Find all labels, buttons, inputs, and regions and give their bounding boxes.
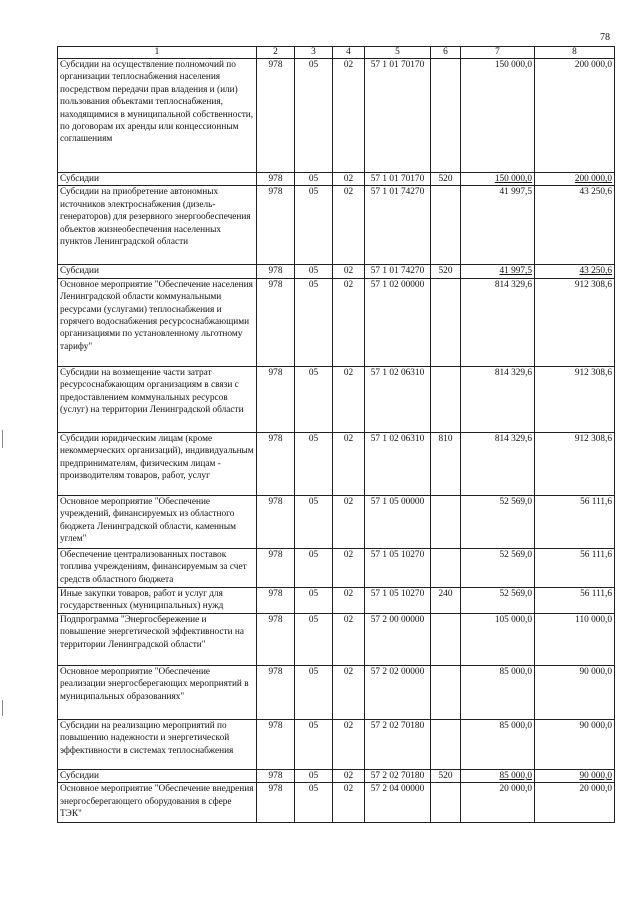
section-code-cell: 05	[295, 587, 333, 613]
target-article-cell: 57 1 05 00000	[365, 495, 431, 548]
amount-cell-year2: 90 000,0	[535, 665, 615, 719]
amount-cell-year1: 85 000,0	[461, 769, 535, 782]
ministry-code-cell: 978	[257, 613, 295, 665]
table-row	[58, 432, 615, 495]
expense-type-cell: 520	[431, 769, 461, 782]
expense-type-cell: 810	[431, 432, 461, 495]
row-name-cell: Субсидии	[58, 173, 257, 186]
row-name-cell: Субсидии на приобретение автономных источников электроснабжения (дизель-генераторов) для резервного энергообеспечения объектов жизнеобеспечения населенных пунктов Ленинградской области	[58, 186, 257, 265]
amount-cell-year2: 200 000,0	[535, 59, 615, 173]
row-name-cell: Субсидии	[58, 265, 257, 278]
amount-cell-year1: 52 569,0	[461, 587, 535, 613]
page-number: 78	[600, 32, 610, 43]
ministry-code-cell: 978	[257, 548, 295, 587]
column-header: 8	[535, 47, 615, 59]
row-name-cell: Основное мероприятие "Обеспечение внедрения энергосберегающего оборудования в сфере ТЭК"	[58, 783, 257, 823]
subsection-code-cell: 02	[333, 665, 365, 719]
table-header-row	[58, 47, 615, 59]
section-code-cell: 05	[295, 769, 333, 782]
subsection-code-cell: 02	[333, 613, 365, 665]
subsection-code-cell: 02	[333, 587, 365, 613]
amount-cell-year2: 20 000,0	[535, 783, 615, 823]
target-article-cell: 57 2 02 70180	[365, 719, 431, 769]
subsection-code-cell: 02	[333, 769, 365, 782]
ministry-code-cell: 978	[257, 59, 295, 173]
column-header: 6	[431, 47, 461, 59]
subsection-code-cell: 02	[333, 278, 365, 366]
column-header: 4	[333, 47, 365, 59]
column-header: 1	[58, 47, 257, 59]
amount-cell-year1: 150 000,0	[461, 173, 535, 186]
amount-cell-year2: 912 308,6	[535, 432, 615, 495]
table-row	[58, 366, 615, 432]
amount-cell-year2: 56 111,6	[535, 548, 615, 587]
subsection-code-cell: 02	[333, 495, 365, 548]
table-row	[58, 665, 615, 719]
table-row	[58, 186, 615, 265]
expense-type-cell	[431, 186, 461, 265]
amount-cell-year1: 814 329,6	[461, 366, 535, 432]
table-row	[58, 495, 615, 548]
row-name-cell: Основное мероприятие "Обеспечение реализации энергосберегающих мероприятий в муниципальных образованиях"	[58, 665, 257, 719]
subsection-code-cell: 02	[333, 432, 365, 495]
section-code-cell: 05	[295, 278, 333, 366]
section-code-cell: 05	[295, 783, 333, 823]
ministry-code-cell: 978	[257, 769, 295, 782]
ministry-code-cell: 978	[257, 278, 295, 366]
table-row	[58, 769, 615, 782]
amount-cell-year1: 150 000,0	[461, 59, 535, 173]
expense-type-cell: 520	[431, 265, 461, 278]
ministry-code-cell: 978	[257, 173, 295, 186]
ministry-code-cell: 978	[257, 587, 295, 613]
expense-type-cell	[431, 59, 461, 173]
table-row	[58, 783, 615, 823]
amount-cell-year1: 20 000,0	[461, 783, 535, 823]
amount-cell-year1: 52 569,0	[461, 495, 535, 548]
column-header: 2	[257, 47, 295, 59]
target-article-cell: 57 1 01 70170	[365, 59, 431, 173]
section-code-cell: 05	[295, 265, 333, 278]
expense-type-cell	[431, 613, 461, 665]
amount-cell-year2: 912 308,6	[535, 366, 615, 432]
row-name-cell: Субсидии юридическим лицам (кроме некоммерческих организаций), индивидуальным предпринимателям, физическим лицам - производителям товаров, работ, услуг	[58, 432, 257, 495]
target-article-cell: 57 2 04 00000	[365, 783, 431, 823]
table-row	[58, 613, 615, 665]
section-code-cell: 05	[295, 719, 333, 769]
subsection-code-cell: 02	[333, 548, 365, 587]
expense-type-cell	[431, 366, 461, 432]
amount-cell-year2: 90 000,0	[535, 769, 615, 782]
section-code-cell: 05	[295, 432, 333, 495]
row-name-cell: Обеспечение централизованных поставок топлива учреждениям, финансируемым за счет средств областного бюджета	[58, 548, 257, 587]
target-article-cell: 57 2 00 00000	[365, 613, 431, 665]
table-row	[58, 548, 615, 587]
section-code-cell: 05	[295, 665, 333, 719]
expense-type-cell: 520	[431, 173, 461, 186]
subsection-code-cell: 02	[333, 719, 365, 769]
row-name-cell: Субсидии на осуществление полномочий по организации теплоснабжения населения посредством передачи прав владения и (или) пользования объектами теплоснабжения, находящимися в муниципальной собственности, по договорам их аренды или концессионным соглашениям	[58, 59, 257, 173]
amount-cell-year2: 110 000,0	[535, 613, 615, 665]
row-name-cell: Основное мероприятие "Обеспечение учреждений, финансируемых из областного бюджета Ленинградской области, каменным углем"	[58, 495, 257, 548]
expense-type-cell	[431, 548, 461, 587]
amount-cell-year2: 43 250,6	[535, 265, 615, 278]
target-article-cell: 57 1 05 10270	[365, 587, 431, 613]
column-header: 7	[461, 47, 535, 59]
row-name-cell: Субсидии	[58, 769, 257, 782]
expense-type-cell: 240	[431, 587, 461, 613]
row-name-cell: Субсидии на реализацию мероприятий по повышению надежности и энергетической эффективности в системах теплоснабжения	[58, 719, 257, 769]
row-name-cell: Субсидии на возмещение части затрат ресурсоснабжающим организациям в связи с предоставлением коммунальных ресурсов (услуг) на территории Ленинградской области	[58, 366, 257, 432]
target-article-cell: 57 1 02 06310	[365, 432, 431, 495]
target-article-cell: 57 1 02 00000	[365, 278, 431, 366]
subsection-code-cell: 02	[333, 265, 365, 278]
amount-cell-year2: 43 250,6	[535, 186, 615, 265]
amount-cell-year2: 90 000,0	[535, 719, 615, 769]
table-row	[58, 59, 615, 173]
ministry-code-cell: 978	[257, 432, 295, 495]
section-code-cell: 05	[295, 366, 333, 432]
row-name-cell: Подпрограмма "Энергосбережение и повышение энергетической эффективности на территории Ленинградской области"	[58, 613, 257, 665]
ministry-code-cell: 978	[257, 186, 295, 265]
amount-cell-year1: 85 000,0	[461, 665, 535, 719]
subsection-code-cell: 02	[333, 59, 365, 173]
section-code-cell: 05	[295, 173, 333, 186]
expense-type-cell	[431, 665, 461, 719]
section-code-cell: 05	[295, 186, 333, 265]
amount-cell-year2: 56 111,6	[535, 495, 615, 548]
amount-cell-year1: 41 997,5	[461, 265, 535, 278]
table-row	[58, 173, 615, 186]
ministry-code-cell: 978	[257, 366, 295, 432]
column-header: 3	[295, 47, 333, 59]
amount-cell-year2: 200 000,0	[535, 173, 615, 186]
amount-cell-year1: 85 000,0	[461, 719, 535, 769]
subsection-code-cell: 02	[333, 186, 365, 265]
target-article-cell: 57 2 02 00000	[365, 665, 431, 719]
section-code-cell: 05	[295, 548, 333, 587]
subsection-code-cell: 02	[333, 783, 365, 823]
amount-cell-year1: 814 329,6	[461, 278, 535, 366]
table-row	[58, 278, 615, 366]
expense-type-cell	[431, 495, 461, 548]
ministry-code-cell: 978	[257, 265, 295, 278]
subsection-code-cell: 02	[333, 173, 365, 186]
section-code-cell: 05	[295, 495, 333, 548]
ministry-code-cell: 978	[257, 719, 295, 769]
budget-table	[57, 46, 615, 823]
amount-cell-year2: 912 308,6	[535, 278, 615, 366]
target-article-cell: 57 2 02 70180	[365, 769, 431, 782]
ministry-code-cell: 978	[257, 783, 295, 823]
amount-cell-year2: 56 111,6	[535, 587, 615, 613]
table-row	[58, 587, 615, 613]
target-article-cell: 57 1 01 74270	[365, 186, 431, 265]
section-code-cell: 05	[295, 613, 333, 665]
amount-cell-year1: 41 997,5	[461, 186, 535, 265]
ministry-code-cell: 978	[257, 495, 295, 548]
target-article-cell: 57 1 01 74270	[365, 265, 431, 278]
scan-edge-mark	[2, 700, 3, 716]
target-article-cell: 57 1 01 70170	[365, 173, 431, 186]
target-article-cell: 57 1 02 06310	[365, 366, 431, 432]
row-name-cell: Иные закупки товаров, работ и услуг для государственных (муниципальных) нужд	[58, 587, 257, 613]
subsection-code-cell: 02	[333, 366, 365, 432]
table-row	[58, 265, 615, 278]
table-row	[58, 719, 615, 769]
target-article-cell: 57 1 05 10270	[365, 548, 431, 587]
column-header: 5	[365, 47, 431, 59]
expense-type-cell	[431, 278, 461, 366]
expense-type-cell	[431, 719, 461, 769]
section-code-cell: 05	[295, 59, 333, 173]
amount-cell-year1: 814 329,6	[461, 432, 535, 495]
amount-cell-year1: 52 569,0	[461, 548, 535, 587]
scan-edge-mark	[2, 430, 3, 448]
expense-type-cell	[431, 783, 461, 823]
ministry-code-cell: 978	[257, 665, 295, 719]
amount-cell-year1: 105 000,0	[461, 613, 535, 665]
row-name-cell: Основное мероприятие "Обеспечение населения Ленинградской области коммунальными ресурсами (услугами) теплоснабжения и горячего водоснабжения ресурсоснабжающими организациями по установленному льготному тарифу"	[58, 278, 257, 366]
